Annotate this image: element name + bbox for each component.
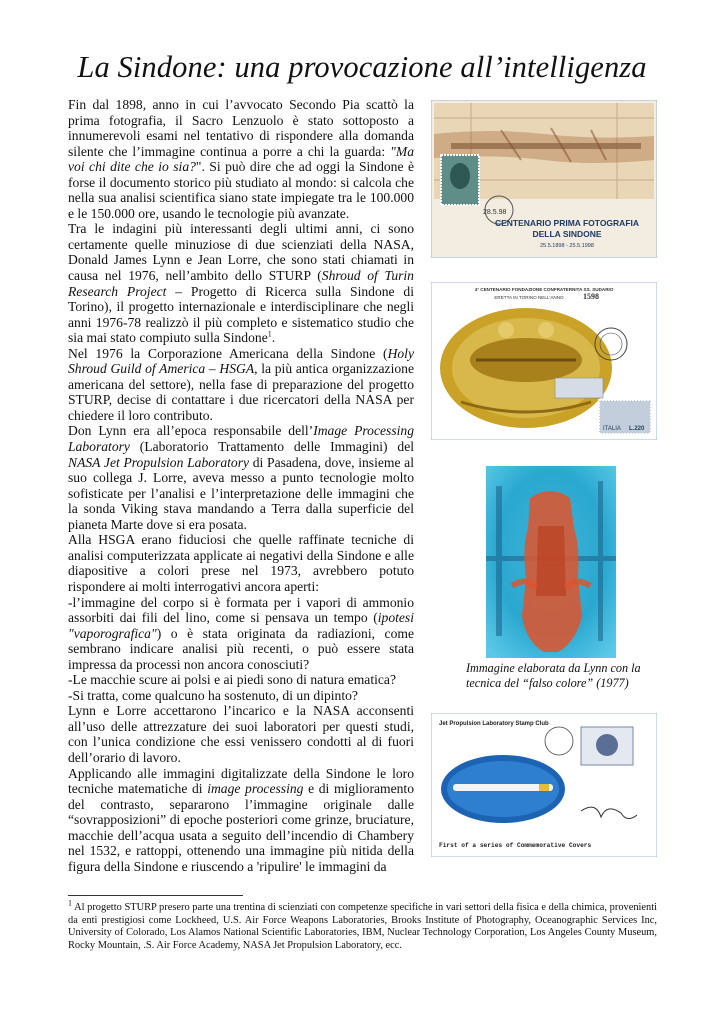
cover-footer: First of a series of Commemorative Covers: [439, 842, 592, 849]
footnote-text: Al progetto STURP presero parte una trentina di scienziati con competenze specifiche in vari settori della fisica e della chimica, provenienti da enti prestigiosi come Lockheed, U.S. Air Force Weapons Laboratories, Brooks Institute of Photography, Oceanographic Services Inc, University of Colorado, Los Alamos National Scientific Laboratories, IBM, Nuclear Technology Corporation, Los Angeles County Museum, Rocky Mountain, .S. Air Force Academy, NASA Jet Propulsion Laboratory, ecc.: [68, 902, 657, 951]
paragraph-5: Alla HSGA erano fiduciosi che quelle raffinate tecniche di analisi computerizzata applicate ai negativi della Sindone e alle diapositive a colori prese nel 1973, avrebbero potuto rispondere ai molti interrogativi ancora aperti:: [68, 532, 414, 594]
jpl-cover-image: [431, 713, 657, 857]
paragraph-1: Fin dal 1898, anno in cui l’avvocato Secondo Pia scattò la prima fotografia, il Sacro Lenzuolo è stato sottoposto a innumerevoli esami nel tentativo di rispondere alla domanda silente che l’immagine continua a porre a chi la guarda: "Ma voi chi dite che io sia?". Si può dire che ad oggi la Sindone è forse il documento storico più studiato al mondo: si calcola che nella sua analisi scientifica siano state impiegate tra le 100.000 e le 150.000 ore, usando le tecnologie più avanzate.: [68, 97, 414, 221]
stamp1-dates: 25.5.1898 - 25.5.1998: [540, 243, 594, 249]
confraternity-card-svg: [431, 282, 657, 440]
cover-header: Jet Propulsion Laboratory Stamp Club: [439, 721, 549, 727]
false-color-svg: [486, 466, 616, 658]
stamp2-header-line1: 4° CENTENARIO FONDAZIONE CONFRATERNITA SS. SUDARIO: [474, 287, 614, 292]
confraternity-card-image: [431, 282, 657, 440]
paragraph-8: -Si tratta, come qualcuno ha sostenuto, di un dipinto?: [68, 687, 358, 703]
stamp2-country: ITALIA: [603, 426, 621, 432]
stamp1-title-line1: CENTENARIO PRIMA FOTOGRAFIA: [494, 218, 640, 228]
footnote-divider: [68, 895, 243, 896]
figure-caption: Immagine elaborata da Lynn con la tecnica del “falso colore” (1977): [466, 661, 641, 690]
page-title: La Sindone: una provocazione all’intelligenza: [77, 50, 647, 84]
stamp2-header-year: 1598: [583, 292, 599, 301]
article-body: [68, 97, 414, 874]
paragraph-4: Don Lynn era all’epoca responsabile dell’Image Processing Laboratory (Laboratorio Trattamento delle Immagini) del NASA Jet Propulsion Laboratory di Pasadena, dove, insieme al suo collega J. Lorre, aveva messo a punto tecnologie molto sofisticate per l’analisi e l’interpretazione delle immagini che la sonda Viking stava mandando a Terra dalla superficie del pianeta Marte dove si era posata.: [68, 423, 414, 532]
postmark-text: 28.5.98: [483, 209, 507, 216]
footnote-ref[interactable]: 1: [267, 329, 272, 339]
footnote-marker: 1: [68, 898, 72, 908]
paragraph-10: Applicando alle immagini digitalizzate della Sindone le loro tecniche matematiche di image processing e di miglioramento del contrasto, separarono l’immagine originale dalle “sovrapposizioni” di epoche posteriori come grinze, bruciature, macchie dell’acqua usata a seguito dell’incendio di Chambery nel 1532, e rattoppi, ottenendo una immagine più nitida della figura della Sindone e riuscendo a 'ripulire' le immagini da: [68, 765, 414, 874]
paragraph-3: Nel 1976 la Corporazione Americana della Sindone (Holy Shroud Guild of America – HSGA, la più antica organizzazione americana del settore), nella fase di preparazione del progetto STURP, decise di contattare i due ricercatori della NASA per chiedere il loro contributo.: [68, 345, 414, 423]
paragraph-7: -Le macchie scure ai polsi e ai piedi sono di natura ematica?: [68, 672, 396, 688]
paragraph-2: Tra le indagini più interessanti degli ultimi anni, ci sono certamente quelle minuziose di due scienziati della NASA, Donald James Lynn e Jean Lorre, che sono stati chiamati in causa nel 1976, nell’ambito dello STURP (Shroud of Turin Research Project – Progetto di Ricerca sulla Sindone di Torino), il progetto internazionale e interdisciplinare che negli anni 1976-78 realizzò il più completo e sistematico studio che sia mai stato compiuto sulla Sindone$^1$.: [68, 221, 414, 346]
centenary-stamp-svg: [431, 100, 657, 258]
stamp2-value: L.220: [629, 426, 645, 432]
footnote: [68, 898, 657, 952]
paragraph-9: Lynn e Lorre accettarono l’incarico e la NASA acconsenti all’uso delle attrezzature dei suoi laboratori per questi studi, con l’unica condizione che essi venissero condotti al di fuori dell’orario di lavoro.: [68, 703, 414, 765]
centenary-stamp-image: [431, 100, 657, 258]
paragraph-6: -l’immagine del corpo si è formata per i vapori di ammonio assorbiti dai fili del lino, come si pensava un tempo (ipotesi "vaporografica") o è stata originata da radiazioni, come sembrano indicare analisi più recenti, o può essere stata impressa da processi non ancora conosciuti?: [68, 594, 414, 672]
stamp2-header-line2: ERETTA IN TORINO NELL'ANNO: [494, 295, 564, 300]
jpl-cover-svg: [431, 713, 657, 857]
false-color-image: [486, 466, 616, 658]
stamp1-title-line2: DELLA SINDONE: [532, 229, 602, 239]
